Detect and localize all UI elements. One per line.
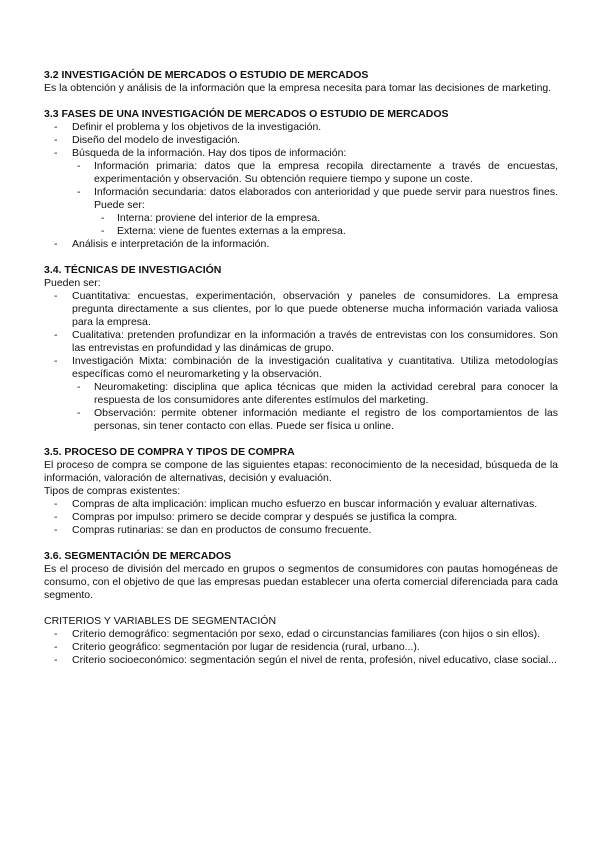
bullet-list <box>44 628 558 667</box>
list-item: - Criterio socioeconómico: segmentación según el nivel de renta, profesión, nivel educativo, clase social... <box>72 654 558 667</box>
paragraph: Es la obtención y análisis de la información que la empresa necesita para tomar las decisiones de marketing. <box>44 82 552 94</box>
list-item: - Criterio geográfico: segmentación por lugar de residencia (rural, urbano...). <box>72 641 558 654</box>
section-3-2 <box>44 69 558 95</box>
intro-text: Tipos de compras existentes: <box>44 485 181 497</box>
sub-list-item-text: Información secundaria: datos elaborados con anterioridad y que puede servir para nuestros fines. Puede ser: <box>94 186 558 211</box>
list-item-text: Búsqueda de la información. Hay dos tipos de información: <box>72 147 347 159</box>
list-item: - Definir el problema y los objetivos de la investigación. <box>72 121 558 134</box>
list-item: - Compras rutinarias: se dan en productos de consumo frecuente. <box>72 524 558 537</box>
section-3-4 <box>44 264 558 433</box>
section-heading: 3.4. TÉCNICAS DE INVESTIGACIÓN <box>44 264 222 276</box>
bullet-list <box>44 290 558 433</box>
sub-list-item: - Observación: permite obtener información mediante el registro de los comportamientos de las personas, sin tener contacto con ellas. Puede ser física u online. <box>94 407 558 433</box>
list-item: - Compras de alta implicación: implican mucho esfuerzo en buscar información y evaluar alternativas. <box>72 498 558 511</box>
section-heading: 3.6. SEGMENTACIÓN DE MERCADOS <box>44 550 232 562</box>
list-item: - Criterio demográfico: segmentación por sexo, edad o circunstancias familiares (con hijos o sin ellos). <box>72 628 558 641</box>
section-3-6 <box>44 550 558 667</box>
section-heading: 3.3 FASES DE UNA INVESTIGACIÓN DE MERCADOS O ESTUDIO DE MERCADOS <box>44 108 449 120</box>
bullet-list <box>44 498 558 537</box>
sub-sub-list-item: - Externa: viene de fuentes externas a la empresa. <box>117 225 558 238</box>
section-heading: 3.5. PROCESO DE COMPRA Y TIPOS DE COMPRA <box>44 446 295 458</box>
sub-sub-list-item: - Interna: proviene del interior de la empresa. <box>117 212 558 225</box>
list-item: - Análisis e interpretación de la información. <box>72 238 558 251</box>
sub-list-item <box>94 186 558 238</box>
sub-list <box>72 160 558 238</box>
criteria-heading: CRITERIOS Y VARIABLES DE SEGMENTACIÓN <box>44 615 277 627</box>
bullet-list <box>44 121 558 251</box>
list-item <box>72 355 558 433</box>
sub-sub-list <box>94 212 558 238</box>
list-item <box>72 147 558 238</box>
section-3-3 <box>44 108 558 251</box>
paragraph: Es el proceso de división del mercado en grupos o segmentos de consumidores con pautas homogéneas de consumo, con el objetivo de que las empresas puedan establecer una oferta comercial diferenciada para cada segmento. <box>44 563 558 601</box>
section-3-5 <box>44 446 558 537</box>
section-heading: 3.2 INVESTIGACIÓN DE MERCADOS O ESTUDIO DE MERCADOS <box>44 69 369 81</box>
intro-text: Pueden ser: <box>44 277 101 289</box>
sub-list-item: - Información primaria: datos que la empresa recopila directamente a través de encuestas, experimentación y observación. Su obtención requiere tiempo y supone un coste. <box>94 160 558 186</box>
list-item-text: Investigación Mixta: combinación de la investigación cualitativa y cuantitativa. Utiliza metodologías específicas como el neuromarketing y la observación. <box>72 355 558 380</box>
sub-list <box>72 381 558 433</box>
sub-list-item: - Neuromaketing: disciplina que aplica técnicas que miden la actividad cerebral para conocer la respuesta de los consumidores ante diferentes estímulos del marketing. <box>94 381 558 407</box>
list-item: - Diseño del modelo de investigación. <box>72 134 558 147</box>
list-item: - Cualitativa: pretenden profundizar en la información a través de entrevistas con los consumidores. Son las entrevistas en profundidad y las dinámicas de grupo. <box>72 329 558 355</box>
list-item: - Compras por impulso: primero se decide comprar y después se justifica la compra. <box>72 511 558 524</box>
paragraph: El proceso de compra se compone de las siguientes etapas: reconocimiento de la necesidad, búsqueda de la información, valoración de alternativas, decisión y evaluación. <box>44 459 558 484</box>
list-item: - Cuantitativa: encuestas, experimentación, observación y paneles de consumidores. La empresa pregunta directamente a sus clientes, por lo que puede obtenerse mucha información variada valiosa para la empresa. <box>72 290 558 329</box>
